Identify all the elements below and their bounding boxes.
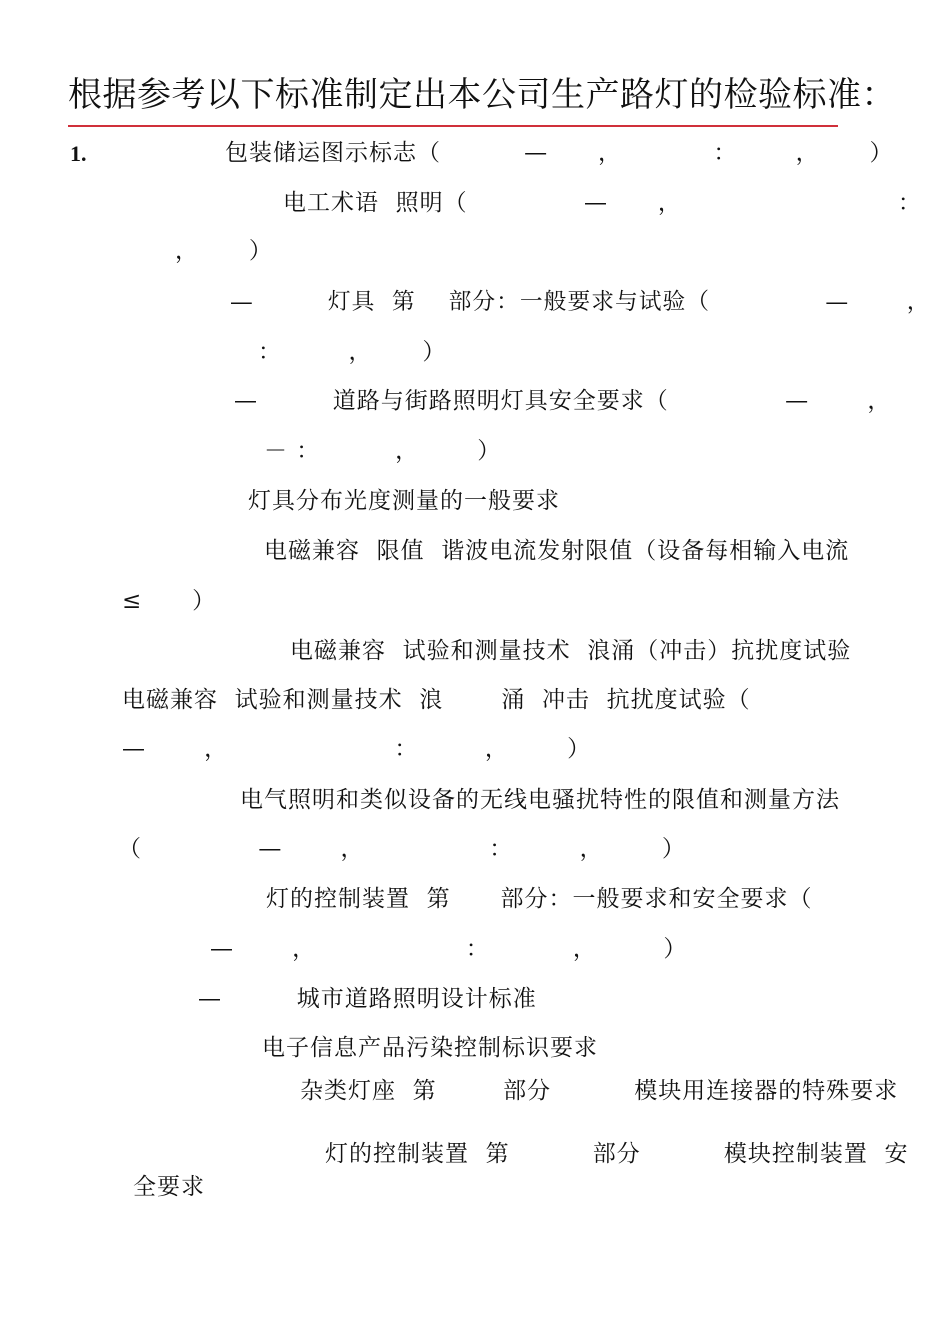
document-title: 根据参考以下标准制定出本公司生产路灯的检验标准： [68,75,896,115]
standard-line: — 道路与街路照明灯具安全要求（ — ， [234,388,892,414]
standard-line: 电工术语 照明（ — ， ： [283,190,922,216]
standard-line: （ — ， ： ， ） [118,836,686,862]
standard-line: 杂类灯座 第 部分 模块用连接器的特殊要求 [300,1078,899,1104]
standard-line: — ， ： ， ） [122,736,592,762]
standard-line: 灯的控制装置 第 部分：一般要求和安全要求（ [266,886,813,912]
standard-line: 电磁兼容 试验和测量技术 浪涌（冲击）抗扰度试验 [290,638,852,664]
title-underline [68,125,838,127]
standard-line: 全要求 [133,1174,205,1200]
standard-line: 电磁兼容 限值 谐波电流发射限值（设备每相输入电流 [264,538,850,564]
standard-line: － ： ， ） [264,438,502,464]
standard-line: ： ， ） [258,339,447,365]
standard-line: ， ） [175,238,273,264]
standard-line: — 灯具 第 部分：一般要求与试验（ — ， [230,289,931,315]
standard-line: 电子信息产品污染控制标识要求 [262,1035,598,1061]
list-number: 1. [70,141,87,166]
standard-line: 电气照明和类似设备的无线电骚扰特性的限值和测量方法 [240,787,840,813]
standard-line: ≤ ） [122,588,217,614]
standard-line: 包装储运图示标志（ — ， ： ， ） [225,140,894,166]
standard-line: 电磁兼容 试验和测量技术 浪 涌 冲击 抗扰度试验（ [122,687,751,713]
standard-line: 灯的控制装置 第 部分 模块控制装置 安 [325,1141,909,1167]
standard-line: — ， ： ， ） [210,936,688,962]
standard-line: — 城市道路照明设计标准 [198,986,537,1012]
standard-line: 灯具分布光度测量的一般要求 [248,488,560,514]
